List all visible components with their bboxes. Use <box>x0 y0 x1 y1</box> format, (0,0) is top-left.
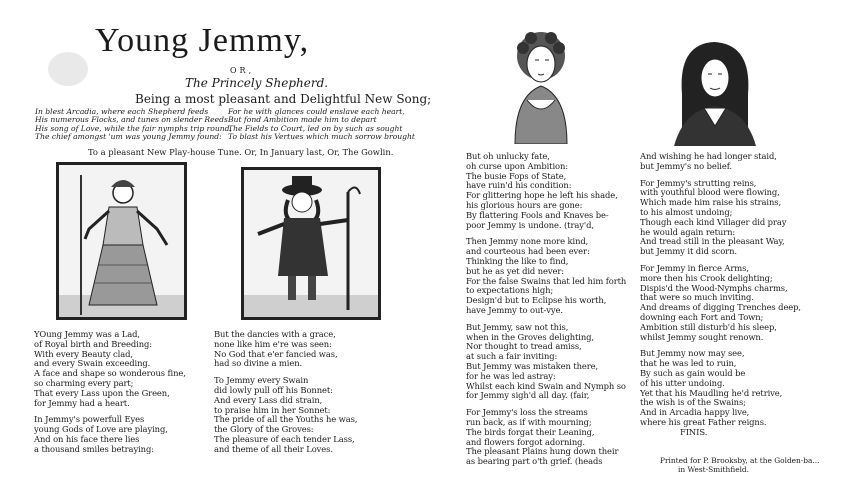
verse-line: oh curse upon Ambition: <box>466 160 568 171</box>
verse-line: Though each kind Villager did pray <box>640 216 787 227</box>
printer-imprint <box>660 456 820 474</box>
verse-line: Nor thought to tread amiss, <box>466 341 582 352</box>
intro-line: His numerous Flocks, and tunes on slender Reeds <box>35 115 228 125</box>
woodcut-shepherd <box>241 167 381 320</box>
verse-line: run back, as if with mourning; <box>466 416 592 427</box>
verse-line: Design'd but to Eclipse his worth, <box>466 295 607 306</box>
woodcut-nymph <box>56 162 187 320</box>
verse-line: For Jemmy's strutting reins, <box>640 177 757 188</box>
verse-line: Thinking the like to find, <box>466 255 569 266</box>
verse-line: But Jemmy was mistaken there, <box>466 360 599 371</box>
verse-line: young Gods of Love are playing, <box>34 424 168 435</box>
verse-line: Whilst each kind Swain and Nymph so <box>466 380 626 391</box>
verse-line: and courteous had been ever: <box>466 246 590 257</box>
intro-verse-left <box>35 108 232 142</box>
verse-line: that he was led to ruin, <box>640 358 737 369</box>
verse-line: For Jemmy in fierce Arms, <box>640 262 749 273</box>
verse-line: The busie Fops of State, <box>466 170 567 181</box>
verse-line: to expectations high; <box>466 285 554 296</box>
lady-portrait-icon <box>505 26 577 144</box>
gentleman-portrait-icon <box>674 34 756 146</box>
verse-line: his glorious hours are gone: <box>466 199 583 210</box>
verse-line: A face and shape so wonderous fine, <box>34 368 186 379</box>
verse-line: In Jemmy's powerfull Eyes <box>34 414 145 425</box>
verse-line: that were so much inviting. <box>640 292 754 303</box>
verse-line: But oh unlucky fate, <box>466 151 550 161</box>
verse-line: By such as gain would be <box>640 367 746 378</box>
verse-line: Which made him raise his strains, <box>640 197 782 208</box>
verse-line: more then his Crook delighting; <box>640 272 773 283</box>
verse-line: And on his face there lies <box>34 433 140 444</box>
or-label: OR, <box>230 66 255 75</box>
verse-line: YOung Jemmy was a Lad, <box>34 329 140 339</box>
subtitle: The Princely Shepherd. <box>185 76 329 90</box>
verse-line: the wish is of the Swains; <box>640 397 746 408</box>
shepherd-figure-icon <box>244 170 378 317</box>
verse-line: Then Jemmy none more kind, <box>466 236 589 247</box>
verse-line: That every Lass upon the Green, <box>34 387 170 398</box>
verse-line: none like him e're was seen: <box>214 338 332 349</box>
verse-line: poor Jemmy is undone. (tray'd, <box>466 219 594 230</box>
verse-line: But Jemmy now may see, <box>640 348 745 359</box>
verse-line: as bearing part o'th grief. (heads <box>466 456 603 467</box>
verse-line: of his utter undoing. <box>640 377 725 388</box>
imprint-line: in West-Smithfield. <box>678 465 750 474</box>
verse-line: with youthful blood were flowing, <box>640 187 780 198</box>
verse-line: for Jemmy had a heart. <box>34 397 130 408</box>
verse-line: The birds forgat their Leaning, <box>466 426 595 437</box>
verse-line: downing each Fort and Town; <box>640 311 764 322</box>
portrait-gentleman <box>674 34 756 146</box>
verse-line: By flattering Fools and Knaves be- <box>466 209 609 220</box>
intro-line: But fond Ambition made him to depart <box>228 115 377 125</box>
verse-column-1 <box>34 330 186 455</box>
paper-stain <box>48 52 88 86</box>
verse-line: No God that e'er fancied was, <box>214 348 338 359</box>
verse-line: to praise him in her Sonnet: <box>214 404 331 415</box>
verse-line: And dreams of digging Trenches deep, <box>640 302 801 313</box>
verse-line: But Jemmy, saw not this, <box>466 321 569 332</box>
verse-line: but Jemmy's no belief. <box>640 160 732 171</box>
verse-line: the Glory of the Groves: <box>214 424 314 435</box>
intro-line: The Fields to Court, led on by such as sought <box>228 123 403 133</box>
verse-line: And in Arcadia happy live, <box>640 407 750 418</box>
verse-line: The pleasant Plains hung down their <box>466 446 619 457</box>
verse-line: whilst Jemmy sought renown. <box>640 331 764 342</box>
page-title: Young Jemmy, <box>95 22 310 59</box>
verse-column-3 <box>466 152 626 467</box>
verse-line: Yet that his Maudling he'd retrive, <box>640 387 783 398</box>
verse-line: and every Swain exceeding. <box>34 358 151 369</box>
verse-line: and flowers forgot adorning. <box>466 436 585 447</box>
verse-line: But the dancies with a grace, <box>214 329 336 339</box>
verse-line: had so divine a mien. <box>214 358 303 369</box>
intro-line: His song of Love, while the fair nymphs trip round, <box>35 123 232 133</box>
description: Being a most pleasant and Delightful New Song; <box>135 92 432 106</box>
verse-line: so charming every part; <box>34 377 134 388</box>
verse-line: but Jemmy it did scorn. <box>640 246 737 257</box>
tune-line: To a pleasant New Play-house Tune. Or, In January last, Or, The Gowlin. <box>88 147 394 157</box>
verse-line: And every Lass did strain, <box>214 394 323 405</box>
verse-line: Dispis'd the Wood-Nymphs charms, <box>640 282 788 293</box>
verse-line: where his great Father reigns. <box>640 416 767 427</box>
finis-label: FINIS. <box>680 426 708 437</box>
verse-line: And tread still in the pleasant Way, <box>640 236 785 247</box>
imprint-line: Printed for P. Brooksby, at the Golden-ba... <box>660 456 820 465</box>
nymph-figure-icon <box>59 165 184 317</box>
intro-line: In blest Arcadia, where each Shepherd feeds <box>35 107 209 116</box>
intro-line: The chief amongst 'um was young Jemmy found: <box>35 132 222 142</box>
verse-line: he would again return: <box>640 226 736 237</box>
verse-line: The pride of all the Youths he was, <box>214 414 358 425</box>
intro-line: For he with glances could enslave each heart, <box>228 107 405 116</box>
verse-line: The pleasure of each tender Lass, <box>214 433 355 444</box>
verse-line: Ambition still disturb'd his sleep, <box>640 321 777 332</box>
portrait-lady <box>505 26 577 144</box>
verse-line: for he was led astray: <box>466 370 556 381</box>
verse-line: have ruin'd his condition: <box>466 180 572 191</box>
verse-line: when in the Groves delighting, <box>466 331 594 342</box>
verse-line: For glittering hope he left his shade, <box>466 190 618 201</box>
verse-line: To Jemmy every Swain <box>214 375 309 386</box>
intro-line: To blast his Vertues which much sorrow brought <box>228 132 415 142</box>
verse-line: did lowly pull off his Bonnet: <box>214 384 333 395</box>
verse-line: for Jemmy sigh'd all day. (fair, <box>466 390 590 401</box>
verse-line: at such a fair inviting: <box>466 351 558 362</box>
verse-line: For Jemmy's loss the streams <box>466 407 588 418</box>
verse-column-4 <box>640 152 801 438</box>
verse-line: of Royal birth and Breeding: <box>34 338 152 349</box>
verse-line: With every Beauty clad, <box>34 348 133 359</box>
verse-line: and theme of all their Loves. <box>214 443 333 454</box>
verse-line: have Jemmy to out-vye. <box>466 304 563 315</box>
verse-line: but he as yet did never: <box>466 265 564 276</box>
verse-column-2 <box>214 330 357 455</box>
verse-line: For the false Swains that led him forth <box>466 275 627 286</box>
verse-line: a thousand smiles betraying: <box>34 443 154 454</box>
intro-verse-right <box>228 108 415 142</box>
verse-line: to his almost undoing; <box>640 206 733 217</box>
verse-line: And wishing he had longer staid, <box>640 151 777 161</box>
